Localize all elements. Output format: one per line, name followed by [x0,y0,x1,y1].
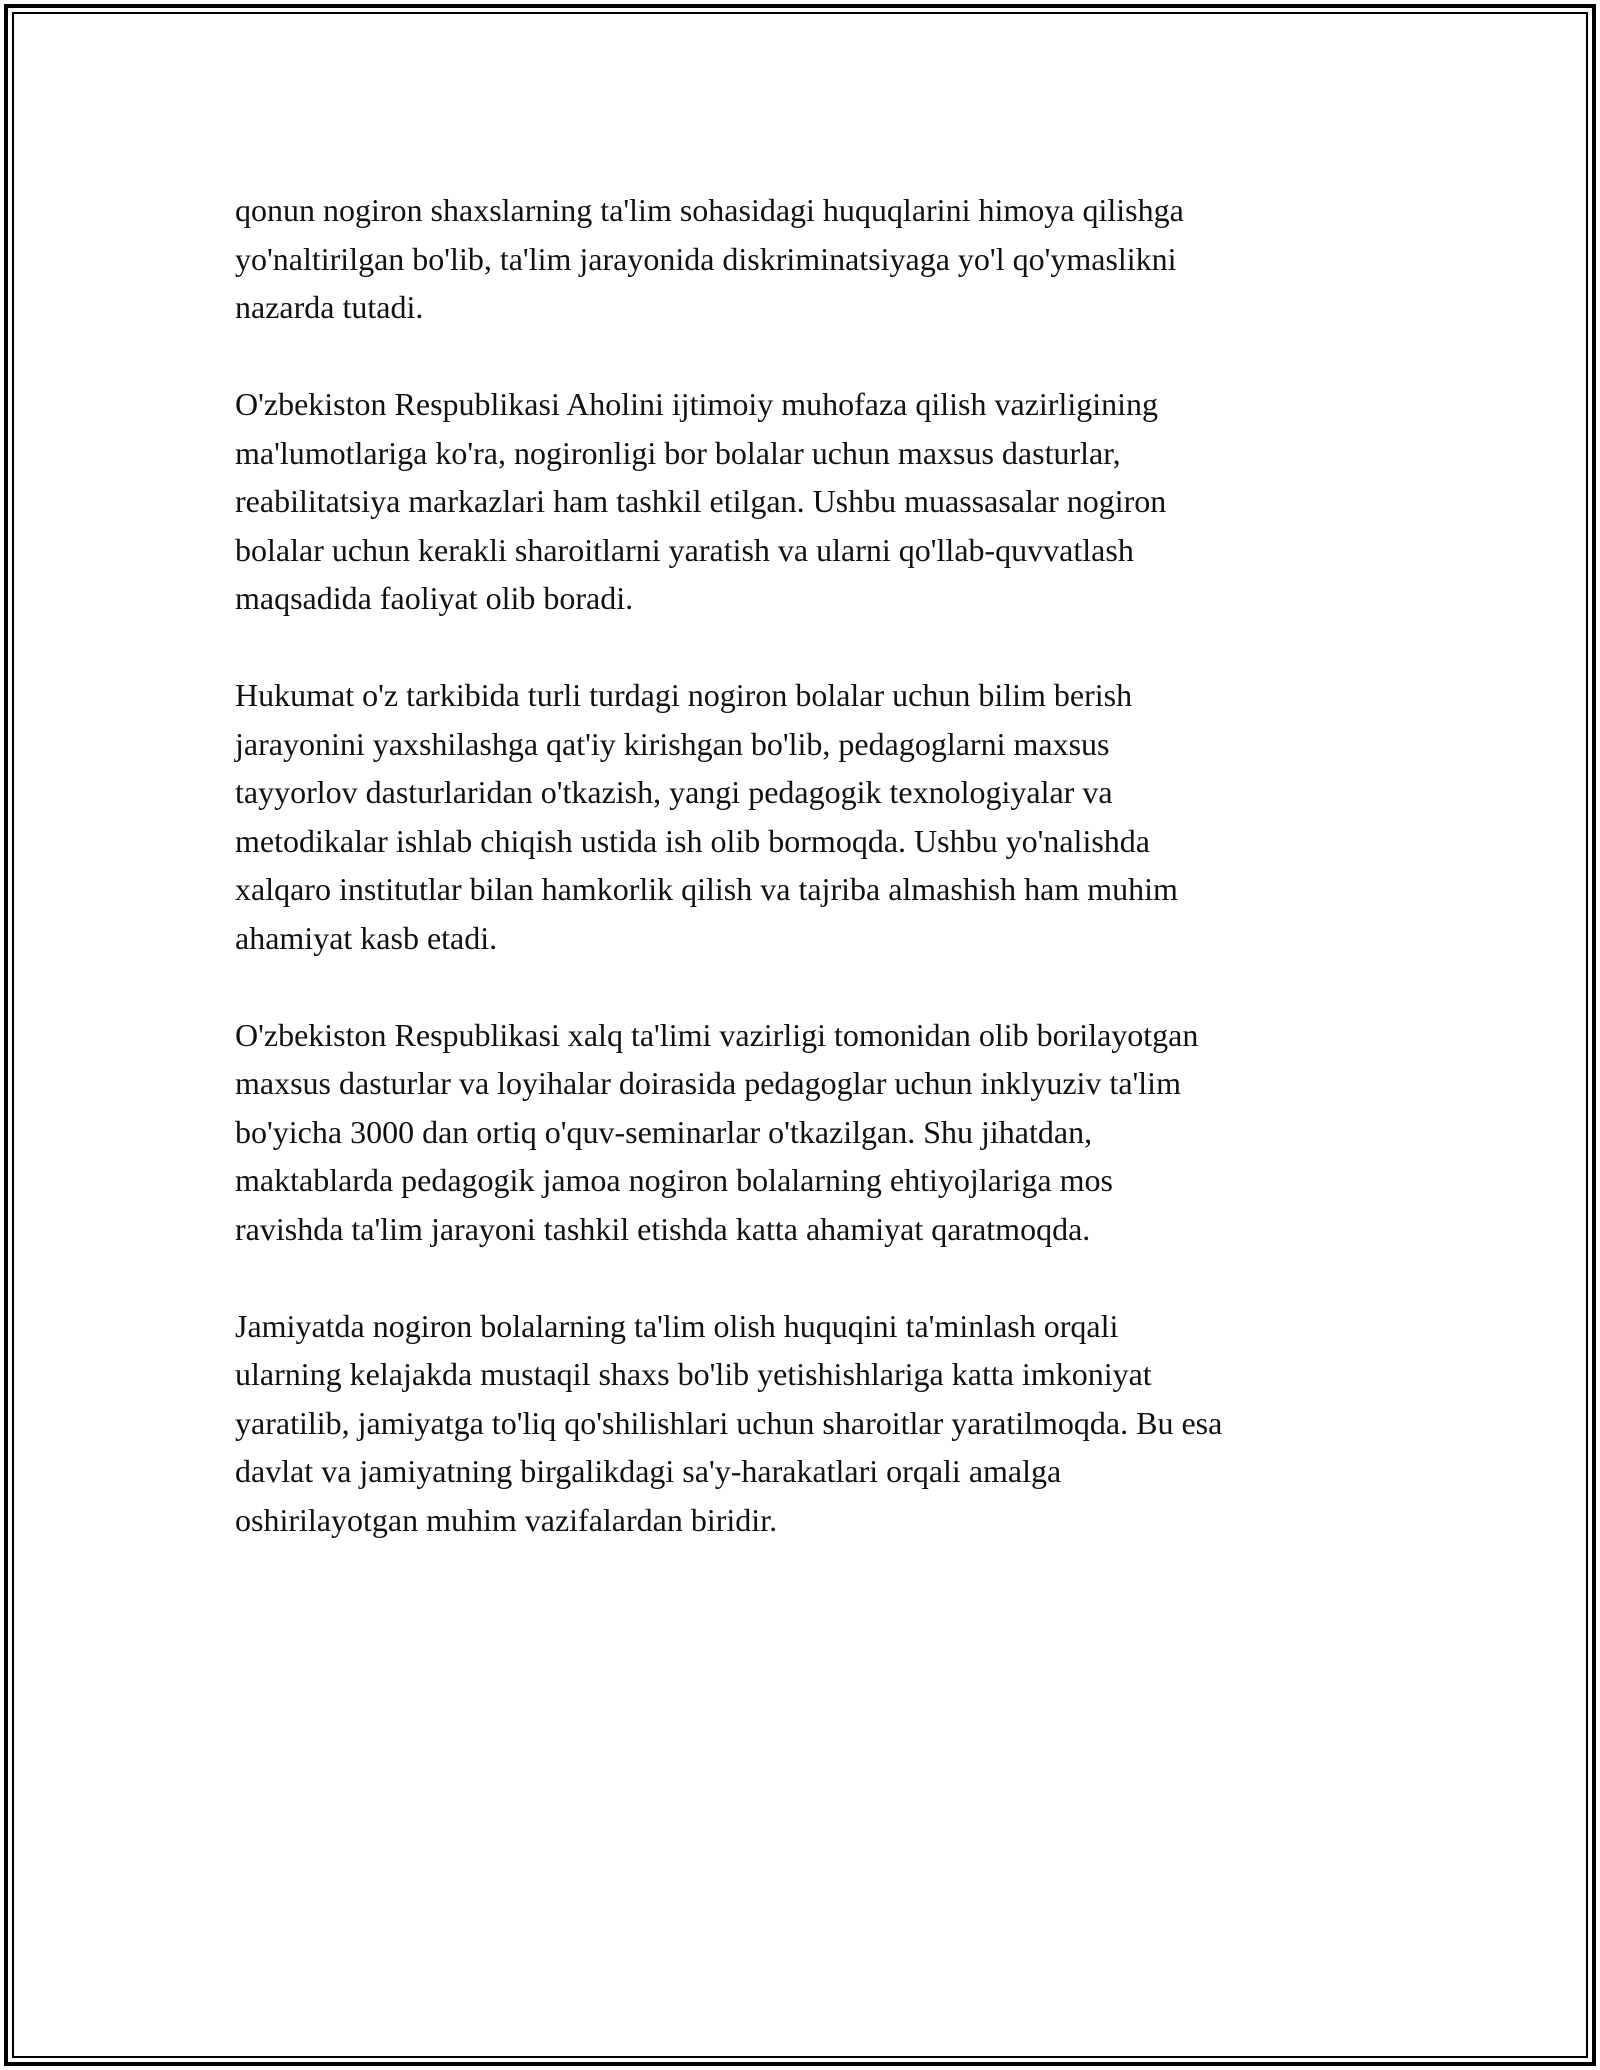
paragraph-4: O'zbekiston Respublikasi xalq ta'limi vazirligi tomonidan olib borilayotgan maxsus dasturlar va loyihalar doirasida pedagoglar uchun inklyuziv ta'lim bo'yicha 3000 dan ortiq o'quv-seminarlar o'tkazilgan. Shu jihatdan, maktablarda pedagogik jamoa nogiron bolalarning ehtiyojlariga mos ravishda ta'lim jarayoni tashkil etishda katta ahamiyat qaratmoqda. [235,1016,1199,1247]
paragraph-3: Hukumat o'z tarkibida turli turdagi nogiron bolalar uchun bilim berish jarayonini yaxshilashga qat'iy kirishgan bo'lib, pedagoglarni maxsus tayyorlov dasturlaridan o'tkazish, yangi pedagogik texnologiyalar va metodikalar ishlab chiqish ustida ish olib bormoqda. Ushbu yo'nalishda xalqaro institutlar bilan hamkorlik qilish va tajriba almashish ham muhim ahamiyat kasb etadi. [235,677,1178,956]
paragraph-5: Jamiyatda nogiron bolalarning ta'lim olish huquqini ta'minlash orqali ularning kelajakda mustaqil shaxs bo'lib yetishishlariga katta imkoniyat yaratilib, jamiyatga to'liq qo'shilishlari uchun sharoitlar yaratilmoqda. Bu esa davlat va jamiyatning birgalikdagi sa'y-harakatlari orqali amalga oshirilayotgan muhim vazifalardan biridir. [235,1307,1223,1538]
paragraph-2: O'zbekiston Respublikasi Aholini ijtimoiy muhofaza qilish vazirligining ma'lumotlariga ko'ra, nogironligi bor bolalar uchun maxsus dasturlar, reabilitatsiya markazlari ham tashkil etilgan. Ushbu muassasalar nogiron bolalar uchun kerakli sharoitlarni yaratish va ularni qo'llab-quvvatlash maqsadida faoliyat olib boradi. [235,386,1167,616]
document-body [235,186,1395,1593]
paragraph-1: qonun nogiron shaxslarning ta'lim sohasidagi huquqlarini himoya qilishga yo'naltirilgan bo'lib, ta'lim jarayonida diskriminatsiyaga yo'l qo'ymaslikni nazarda tutadi. [235,192,1184,325]
